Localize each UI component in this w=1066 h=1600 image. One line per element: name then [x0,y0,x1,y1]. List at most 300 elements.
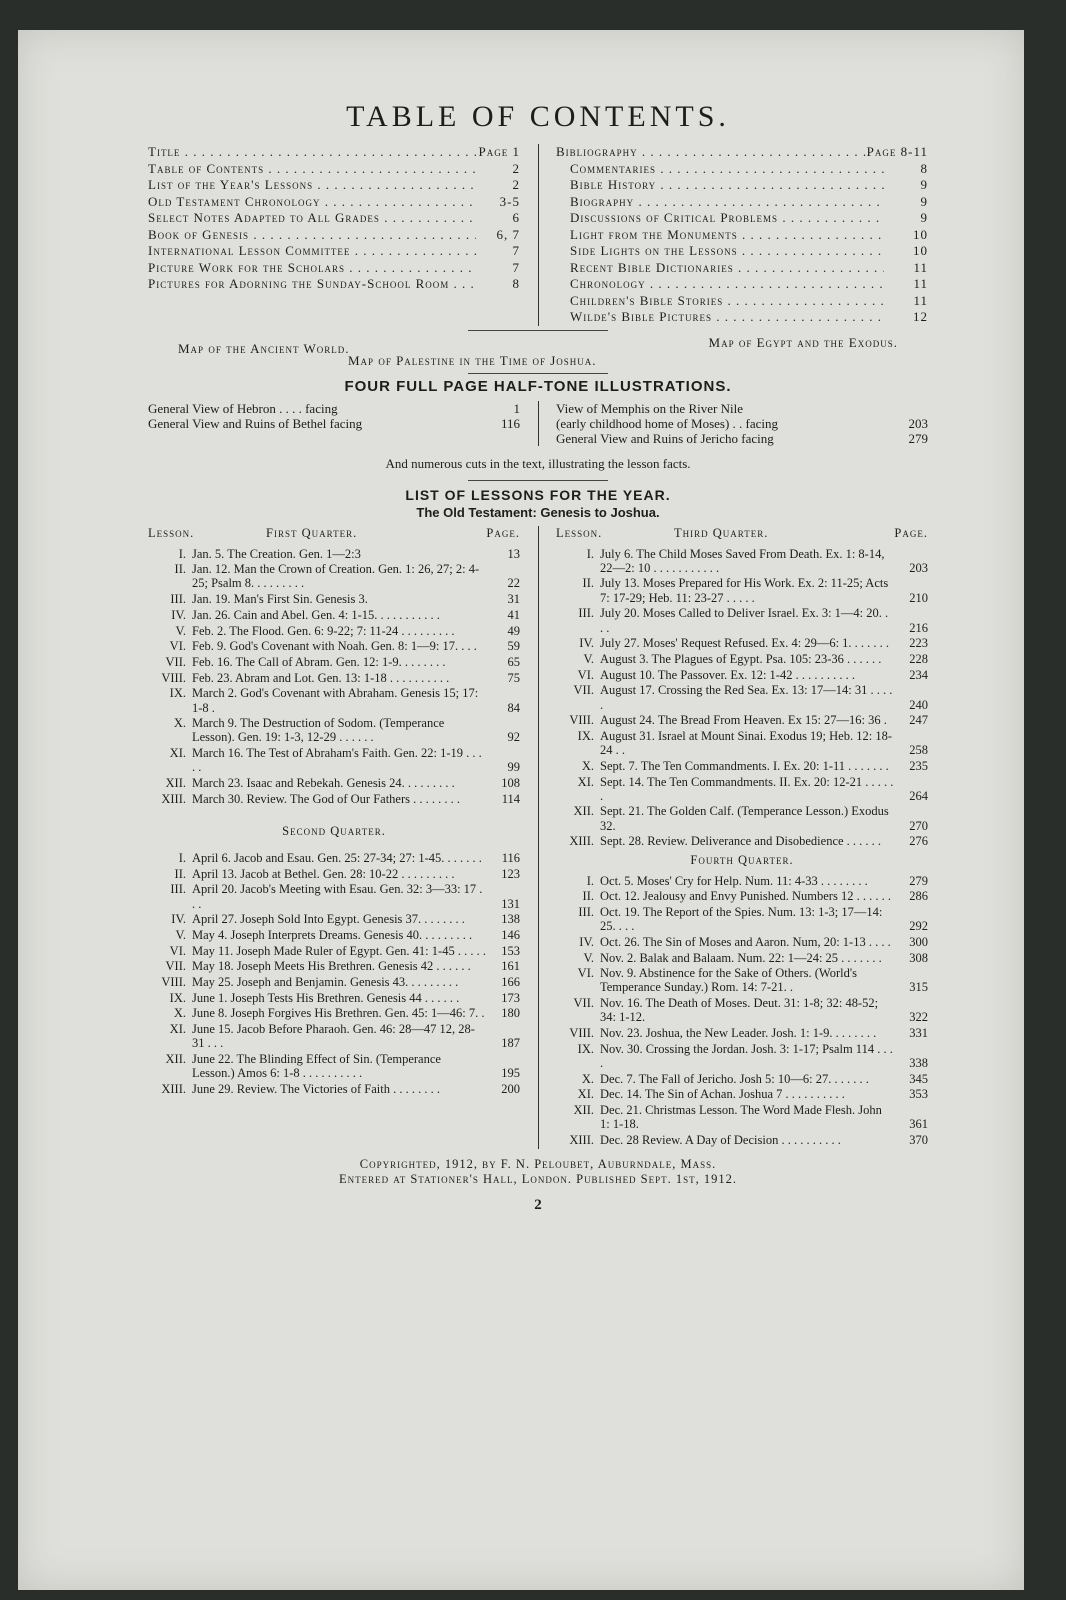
lesson-number: IX. [169,686,186,701]
lesson-title: May 4. Joseph Interprets Dreams. Genesis 40. . . . . . . . . [192,927,473,942]
lesson-entry [556,1072,928,1086]
lesson-entry [148,716,520,744]
illustration-label: General View and Ruins of Bethel facing [148,415,363,431]
toc-entry [556,210,928,227]
fourth-quarter-list [556,874,928,1148]
lesson-entry [556,874,928,888]
lesson-number: VI. [577,966,594,981]
toc-entry [148,194,520,211]
lesson-entry [148,928,520,942]
toc-entry [148,144,520,161]
map-egypt-exodus: Map of Egypt and the Exodus. [708,334,898,350]
toc-entry-page: 2 [512,177,520,192]
lesson-page: 370 [909,1133,928,1148]
header-quarter: Third Quarter. [674,525,769,540]
lesson-page: 216 [909,620,928,635]
illustration-entry [556,431,928,446]
toc-entry-label: Pictures for Adorning the Sunday-School Room . . . [148,276,476,293]
lesson-title: Dec. 14. The Sin of Achan. Joshua 7 . . . . . . . . . . [600,1087,845,1102]
lesson-page: 200 [501,1082,520,1096]
second-quarter-heading: Second Quarter. [282,823,386,838]
lesson-number: II. [582,576,594,591]
lesson-entry [556,804,928,832]
toc-entry-page: 3-5 [499,193,520,209]
illustration-page: 203 [908,415,928,431]
lessons-section [148,526,928,1149]
lesson-page: 228 [909,651,928,666]
toc-entry-label: Discussions of Critical Problems . . . [556,210,884,227]
lesson-title: August 10. The Passover. Ex. 12: 1-42 . . . . . . . . . . [600,667,855,682]
lesson-page: 123 [501,866,520,881]
lesson-title: Oct. 5. Moses' Cry for Help. Num. 11: 4-33 . . . . . . . . [600,873,868,888]
lesson-number: XI. [169,1022,186,1037]
lesson-page: 223 [909,636,928,651]
lesson-entry [556,576,928,604]
toc-entry-page: 11 [913,292,928,308]
lesson-page: 279 [909,873,928,888]
lesson-entry [148,1052,520,1080]
lesson-entry [148,562,520,590]
lesson-number: XIII. [161,1082,186,1096]
lesson-page: 240 [909,697,928,712]
lesson-page: 210 [909,590,928,605]
lesson-title: Feb. 23. Abram and Lot. Gen. 13: 1-18 . . . . . . . . . . [192,670,450,685]
lesson-title: June 15. Jacob Before Pharaoh. Gen. 46: 28—47 12, 28-31 . . . [192,1022,475,1051]
toc-entry-label: List of the Year's Lessons . . . [148,177,476,194]
lesson-page: 75 [507,670,520,685]
toc-entry-page: 10 [913,226,928,242]
lesson-page: 258 [909,743,928,758]
lesson-number: XII. [165,776,186,791]
lesson-page: 235 [909,758,928,773]
lesson-page: 138 [501,912,520,927]
lesson-page: 345 [909,1071,928,1086]
toc-entry [556,177,928,194]
lesson-title: Jan. 26. Cain and Abel. Gen. 4: 1-15. . . . . . . . . . . [192,607,440,622]
lesson-entry [148,867,520,881]
lesson-title: Oct. 19. The Report of the Spies. Num. 13: 1-3; 17—14: 25. . . . [600,904,883,934]
lesson-title: March 23. Isaac and Rebekah. Genesis 24. . . . . . . . . [192,776,455,791]
column-divider [538,144,539,326]
lesson-entry [556,606,928,634]
toc-entry-page: 9 [920,177,928,192]
lesson-title: Jan. 19. Man's First Sin. Genesis 3. [192,592,368,607]
lesson-entry [556,889,928,903]
lesson-page: 300 [909,934,928,949]
toc-left-column [148,144,520,326]
lesson-page: 146 [501,927,520,942]
lesson-title: Dec. 7. The Fall of Jericho. Josh 5: 10—6: 27. . . . . . . [600,1071,869,1086]
lesson-number: V. [175,927,186,942]
map-palestine: Map of Palestine in the Time of Joshua. [348,352,597,368]
toc-entry-page: 7 [512,259,520,275]
toc-entry-label: International Lesson Committee . . . [148,243,476,260]
lesson-number: III. [578,606,594,621]
copyright-line-2: Entered at Stationer's Hall, London. Published Sept. 1st, 1912. [338,1171,738,1186]
lesson-entry [148,975,520,989]
toc-entry-page: Page 1 [478,144,520,159]
lesson-title: Oct. 26. The Sin of Moses and Aaron. Num, 20: 1-13 . . . . [600,934,891,949]
lesson-number: VII. [165,654,186,669]
lesson-number: II. [174,866,186,881]
lesson-entry [148,851,520,865]
lesson-title: August 24. The Bread From Heaven. Ex 15: 27—16: 36 . [600,713,887,728]
lesson-number: XIII. [569,834,594,849]
lesson-page: 173 [501,990,520,1005]
toc-entry-label: Light from the Monuments . . . [556,227,884,244]
lesson-entry [556,996,928,1024]
toc-entry [556,293,928,310]
column-divider [538,526,539,1149]
lesson-title: August 17. Crossing the Red Sea. Ex. 13: 17—14: 31 . . . . . [600,683,893,712]
lesson-entry [148,991,520,1005]
illustrations-heading: FOUR FULL PAGE HALF-TONE ILLUSTRATIONS. [344,377,732,395]
lesson-title: August 3. The Plagues of Egypt. Psa. 105: 23-36 . . . . . . [600,651,882,666]
toc-entry-page: 6 [512,210,520,225]
lesson-title: Feb. 9. God's Covenant with Noah. Gen. 8: 1—9: 17. . . . [192,639,477,654]
lesson-page: 114 [501,791,520,806]
lesson-number: I. [586,873,594,888]
lesson-number: XIII. [569,1133,594,1148]
lesson-number: VIII. [161,670,186,685]
column-divider [538,401,539,446]
lesson-page: 315 [909,980,928,995]
lesson-title: June 29. Review. The Victories of Faith . . . . . . . . [192,1082,440,1096]
lesson-number: IX. [169,990,186,1005]
lesson-number: XIII. [161,791,186,806]
lesson-entry [556,935,928,949]
lesson-title: Sept. 14. The Ten Commandments. II. Ex. 20: 12-21 . . . . . . [600,774,894,803]
lesson-page: 247 [909,713,928,728]
lesson-page: 153 [501,943,520,958]
rule [468,480,608,481]
lesson-entry [148,608,520,622]
header-page: Page. [894,525,928,540]
first-quarter-list [148,547,520,806]
lesson-entry [556,713,928,727]
lesson-entry [556,1042,928,1070]
lesson-title: June 1. Joseph Tests His Brethren. Genesis 44 . . . . . . [192,990,460,1005]
lesson-number: VI. [169,943,186,958]
lesson-title: Jan. 5. The Creation. Gen. 1—2:3 [192,546,361,561]
lesson-title: June 22. The Blinding Effect of Sin. (Temperance Lesson.) Amos 6: 1-8 . . . . . . . . . . [192,1052,441,1081]
toc-entry [148,177,520,194]
lesson-entry [148,686,520,714]
toc-entry-label: Chronology . . . [556,276,884,293]
lesson-title: Feb. 16. The Call of Abram. Gen. 12: 1-9. . . . . . . . [192,654,446,669]
illustration-page: 279 [908,430,928,446]
lesson-number: V. [583,950,594,965]
lesson-title: May 18. Joseph Meets His Brethren. Genesis 42 . . . . . . [192,959,471,974]
illustration-label: General View of Hebron . . . . facing [148,400,338,416]
lesson-page: 59 [507,639,520,654]
lesson-entry [148,792,520,806]
lesson-page: 270 [909,818,928,833]
toc-entry [556,243,928,260]
lesson-page: 292 [909,919,928,934]
lesson-number: X. [173,716,186,731]
lesson-number: X. [581,758,594,773]
lesson-number: IV. [579,934,594,949]
lesson-number: III. [170,592,186,607]
lessons-right-column [556,526,928,1149]
lesson-number: I. [178,850,186,865]
header-lesson: Lesson. [148,525,195,540]
lesson-number: VI. [577,667,594,682]
lesson-page: 22 [507,576,520,591]
fourth-quarter-heading: Fourth Quarter. [690,852,794,867]
lesson-page: 286 [909,889,928,904]
toc-entry-label: Table of Contents . . . [148,161,476,178]
toc-entry-label: Biography . . . [556,194,884,211]
lesson-page: 161 [501,959,520,974]
lesson-page: 41 [507,607,520,622]
lesson-page: 84 [507,700,520,715]
lesson-entry [148,1082,520,1096]
second-quarter-list [148,851,520,1096]
lesson-title: Nov. 23. Joshua, the New Leader. Josh. 1: 1-9. . . . . . . . [600,1026,877,1041]
toc-entry-page: Page 8-11 [866,144,928,159]
toc-section [148,144,928,326]
toc-entry-label: Commentaries . . . [556,161,884,178]
illustrations-section [148,401,928,446]
lesson-title: Sept. 28. Review. Deliverance and Disobedience . . . . . . [600,834,882,849]
toc-entry [556,194,928,211]
lesson-entry [556,834,928,848]
lesson-page: 338 [909,1056,928,1070]
lesson-page: 195 [501,1066,520,1081]
toc-entry-label: Title . . . [148,144,476,161]
lesson-page: 308 [909,950,928,965]
lesson-entry [556,729,928,757]
illustration-entry [148,401,520,416]
lesson-number: VII. [573,996,594,1011]
lesson-title: Sept. 21. The Golden Calf. (Temperance Lesson.) Exodus 32. [600,804,889,833]
lesson-page: 276 [909,834,928,849]
lesson-number: XII. [165,1052,186,1067]
illustration-entry [148,416,520,431]
lesson-title: April 27. Joseph Sold Into Egypt. Genesis 37. . . . . . . . [192,912,465,927]
lesson-number: X. [581,1071,594,1086]
lesson-page: 331 [909,1026,928,1041]
toc-entry-label: Children's Bible Stories . . . [556,293,884,310]
lesson-entry [148,639,520,653]
rule [468,373,608,374]
lesson-entry [148,655,520,669]
lesson-entry [556,547,928,575]
toc-entry-page: 9 [920,210,928,225]
toc-entry-label: Old Testament Chronology . . . [148,194,476,211]
lesson-number: III. [578,904,594,919]
lessons-subheading: The Old Testament: Genesis to Joshua. [416,504,660,520]
lesson-entry [148,912,520,926]
toc-entry-label: Book of Genesis . . . [148,227,476,244]
book-page [18,30,1024,1590]
toc-entry-label: Select Notes Adapted to All Grades . . . [148,210,476,227]
lesson-title: Nov. 16. The Death of Moses. Deut. 31: 1-8; 32: 48-52; 34: 1-12. [600,996,879,1025]
lesson-title: March 30. Review. The God of Our Fathers . . . . . . . . [192,791,461,806]
lesson-entry [148,776,520,790]
toc-entry-label: Bibliography . . . [556,144,867,161]
lesson-title: March 16. The Test of Abraham's Faith. Gen. 22: 1-19 . . . . . [192,746,482,775]
toc-entry [148,260,520,277]
lesson-entry [148,671,520,685]
toc-entry [148,210,520,227]
copyright-notice [148,1157,928,1187]
lesson-title: August 31. Israel at Mount Sinai. Exodus 19; Heb. 12: 18-24 . . [600,728,892,758]
maps-list [148,335,928,369]
header-page: Page. [486,525,520,540]
lesson-entry [556,966,928,994]
toc-entry [556,276,928,293]
lesson-title: July 27. Moses' Request Refused. Ex. 4: 29—6: 1. . . . . . . [600,636,890,651]
page-number: 2 [534,1196,542,1213]
illustration-label: General View and Ruins of Jericho facing [556,430,774,446]
lesson-number: VII. [573,683,594,698]
lesson-title: Sept. 7. The Ten Commandments. I. Ex. 20: 1-11 . . . . . . . [600,758,889,773]
lesson-number: XII. [573,804,594,819]
toc-entry-label: Wilde's Bible Pictures . . . [556,309,884,326]
cuts-note: And numerous cuts in the text, illustrating the lesson facts. [385,455,691,471]
lesson-number: XI. [169,746,186,761]
lesson-entry [556,652,928,666]
lesson-page: 116 [501,850,520,865]
lesson-number: II. [174,562,186,577]
lesson-page: 108 [501,776,520,791]
lesson-entry [148,746,520,774]
lesson-title: April 6. Jacob and Esau. Gen. 25: 27-34; 27: 1-45. . . . . . . [192,850,482,865]
lesson-number: I. [178,546,186,561]
lesson-number: V. [583,651,594,666]
lesson-page: 234 [909,667,928,682]
toc-entry [148,243,520,260]
toc-entry-page: 12 [913,309,928,324]
toc-entry [556,260,928,277]
lesson-title: Feb. 2. The Flood. Gen. 6: 9-22; 7: 11-24 . . . . . . . . . [192,623,455,638]
lesson-page: 13 [507,546,520,561]
lesson-title: June 8. Joseph Forgives His Brethren. Gen. 45: 1—46: 7. . [192,1006,485,1021]
toc-entry [556,309,928,326]
lesson-title: May 11. Joseph Made Ruler of Egypt. Gen. 41: 1-45 . . . . . [192,943,486,958]
lesson-page: 99 [507,760,520,775]
lesson-entry [556,905,928,933]
toc-entry-page: 7 [512,243,520,258]
lesson-entry [556,1026,928,1040]
lesson-entry [148,1022,520,1050]
lesson-title: Nov. 9. Abstinence for the Sake of Others. (World's Temperance Sunday.) Rom. 14: 7-21. . [600,966,857,995]
lesson-number: VIII. [569,1026,594,1041]
page-content [148,100,928,1214]
toc-entry [556,227,928,244]
toc-right-column [556,144,928,326]
illustrations-left [148,401,520,446]
lesson-number: X. [173,1006,186,1021]
lesson-entry [148,624,520,638]
lesson-number: VII. [165,959,186,974]
header-quarter: First Quarter. [266,525,358,540]
lesson-title: July 6. The Child Moses Saved From Death. Ex. 1: 8-14, 22—2: 10 . . . . . . . . . . . [600,546,885,575]
lesson-entry [556,951,928,965]
lesson-number: IV. [171,607,186,622]
rule [468,330,608,331]
lesson-title: Dec. 28 Review. A Day of Decision . . . . . . . . . . [600,1133,841,1148]
lesson-number: VIII. [569,713,594,728]
lesson-entry [148,1006,520,1020]
lessons-heading: LIST OF LESSONS FOR THE YEAR. [405,486,671,503]
toc-entry [556,161,928,178]
toc-entry-label: Recent Bible Dictionaries . . . [556,260,884,277]
lesson-title: Dec. 21. Christmas Lesson. The Word Made Flesh. John 1: 1-18. [600,1103,882,1132]
lesson-number: III. [170,882,186,897]
toc-entry-label: Picture Work for the Scholars . . . [148,260,476,277]
quarter-header [556,526,928,541]
illustration-label: View of Memphis on the River Nile [556,400,743,416]
lesson-number: II. [582,889,594,904]
lessons-left-column [148,526,520,1149]
illustration-entry [556,401,928,416]
toc-entry-page: 10 [913,243,928,258]
quarter-header [148,526,520,541]
lesson-entry [556,1103,928,1131]
lesson-entry [148,592,520,606]
toc-entry-page: 11 [913,259,928,275]
lesson-entry [556,1087,928,1101]
toc-entry-label: Side Lights on the Lessons . . . [556,243,884,260]
lesson-entry [556,1133,928,1147]
lesson-number: IV. [171,912,186,927]
illustration-page: 1 [513,400,520,416]
header-lesson: Lesson. [556,525,603,540]
lesson-title: Nov. 2. Balak and Balaam. Num. 22: 1—24: 25 . . . . . . . [600,950,882,965]
lesson-page: 187 [501,1036,520,1051]
toc-entry-page: 11 [913,276,928,291]
lesson-title: April 13. Jacob at Bethel. Gen. 28: 10-22 . . . . . . . . . [192,866,455,881]
lesson-title: Jan. 12. Man the Crown of Creation. Gen. 1: 26, 27; 2: 4-25; Psalm 8. . . . . . . . . [192,562,480,591]
lesson-page: 49 [507,623,520,638]
lesson-page: 131 [501,896,520,911]
lesson-number: VI. [169,639,186,654]
lesson-page: 31 [507,592,520,607]
lesson-number: XI. [577,1087,594,1102]
lesson-number: XI. [577,774,594,789]
lesson-entry [556,683,928,711]
toc-entry-page: 6, 7 [496,226,520,242]
lesson-title: March 9. The Destruction of Sodom. (Temperance Lesson). Gen. 19: 1-3, 12-29 . . . . . . [192,716,445,745]
lesson-page: 180 [501,1006,520,1021]
lesson-entry [556,775,928,803]
lesson-number: VIII. [161,975,186,990]
illustration-label: (early childhood home of Moses) . . facing [556,415,779,431]
toc-entry [148,227,520,244]
lesson-entry [148,882,520,910]
lesson-page: 203 [909,560,928,575]
lesson-number: V. [175,623,186,638]
toc-entry-page: 9 [920,193,928,209]
toc-entry [148,276,520,293]
toc-entry-page: 8 [920,160,928,176]
lesson-entry [148,959,520,973]
lesson-entry [556,636,928,650]
lesson-entry [148,944,520,958]
toc-entry-page: 2 [512,160,520,176]
lesson-title: April 20. Jacob's Meeting with Esau. Gen. 32: 3—33: 17 . . . [192,882,483,911]
lesson-number: IX. [577,728,594,743]
lesson-entry [148,547,520,561]
lesson-title: Oct. 12. Jealousy and Envy Punished. Numbers 12 . . . . . . [600,889,891,904]
toc-entry [556,144,928,161]
lesson-entry [556,759,928,773]
lesson-title: Nov. 30. Crossing the Jordan. Josh. 3: 1-17; Psalm 114 . . . . [600,1041,893,1070]
